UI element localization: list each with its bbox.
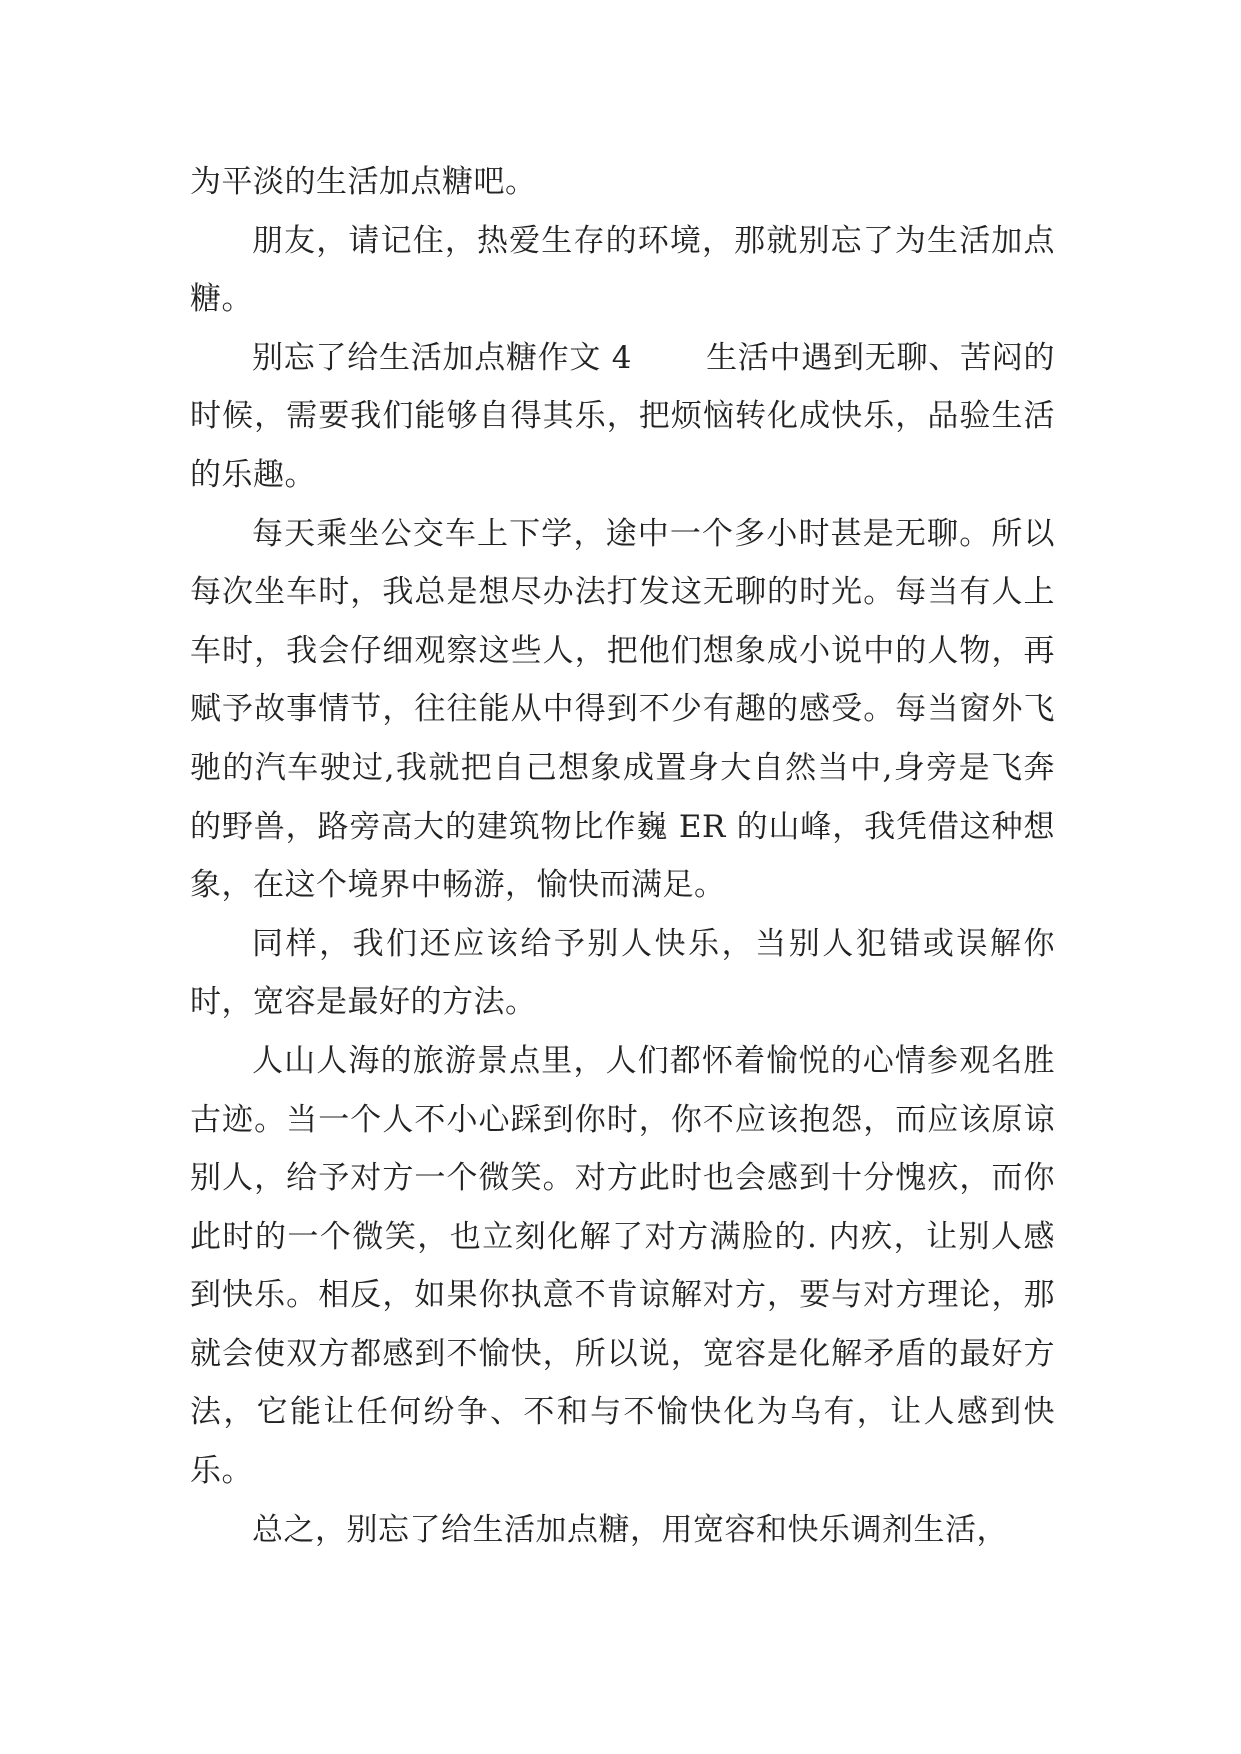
paragraph: 每天乘坐公交车上下学，途中一个多小时甚是无聊。所以每次坐车时，我总是想尽办法打发这无聊的时光。每当有人上车时，我会仔细观察这些人，把他们想象成小说中的人物，再赋予故事情节，往往能从中得到不少有趣的感受。每当窗外飞驰的汽车驶过,我就把自己想象成置身大自然当中,身旁是飞奔的野兽，路旁高大的建筑物比作巍 ER 的山峰，我凭借这种想象，在这个境界中畅游，愉快而满足。: [190, 515, 1055, 904]
paragraph: 人山人海的旅游景点里，人们都怀着愉悦的心情参观名胜古迹。当一个人不小心踩到你时，你不应该抱怨，而应该原谅别人，给予对方一个微笑。对方此时也会感到十分愧疚，而你此时的一个微笑，也立刻化解了对方满脸的. 内疚，让别人感到快乐。相反，如果你执意不肯谅解对方，要与对方理论，那就会使双方都感到不愉快，所以说，宽容是化解矛盾的最好方法，它能让任何纷争、不和与不愉快化为乌有，让人感到快乐。: [190, 1042, 1055, 1490]
paragraph: 朋友，请记住，热爱生存的环境，那就别忘了为生活加点糖。: [190, 222, 1055, 318]
document-body: [190, 153, 1055, 1559]
paragraph-continuation: 为平淡的生活加点糖吧。: [190, 164, 537, 200]
paragraph: 总之，别忘了给生活加点糖，用宽容和快乐调剂生活，: [252, 1511, 1008, 1548]
paragraph: 同样，我们还应该给予别人快乐，当别人犯错或误解你时，宽容是最好的方法。: [190, 925, 1055, 1021]
paragraph: 别忘了给生活加点糖作文 4 生活中遇到无聊、苦闷的时候，需要我们能够自得其乐，把烦恼转化成快乐，品验生活的乐趣。: [190, 339, 1055, 493]
